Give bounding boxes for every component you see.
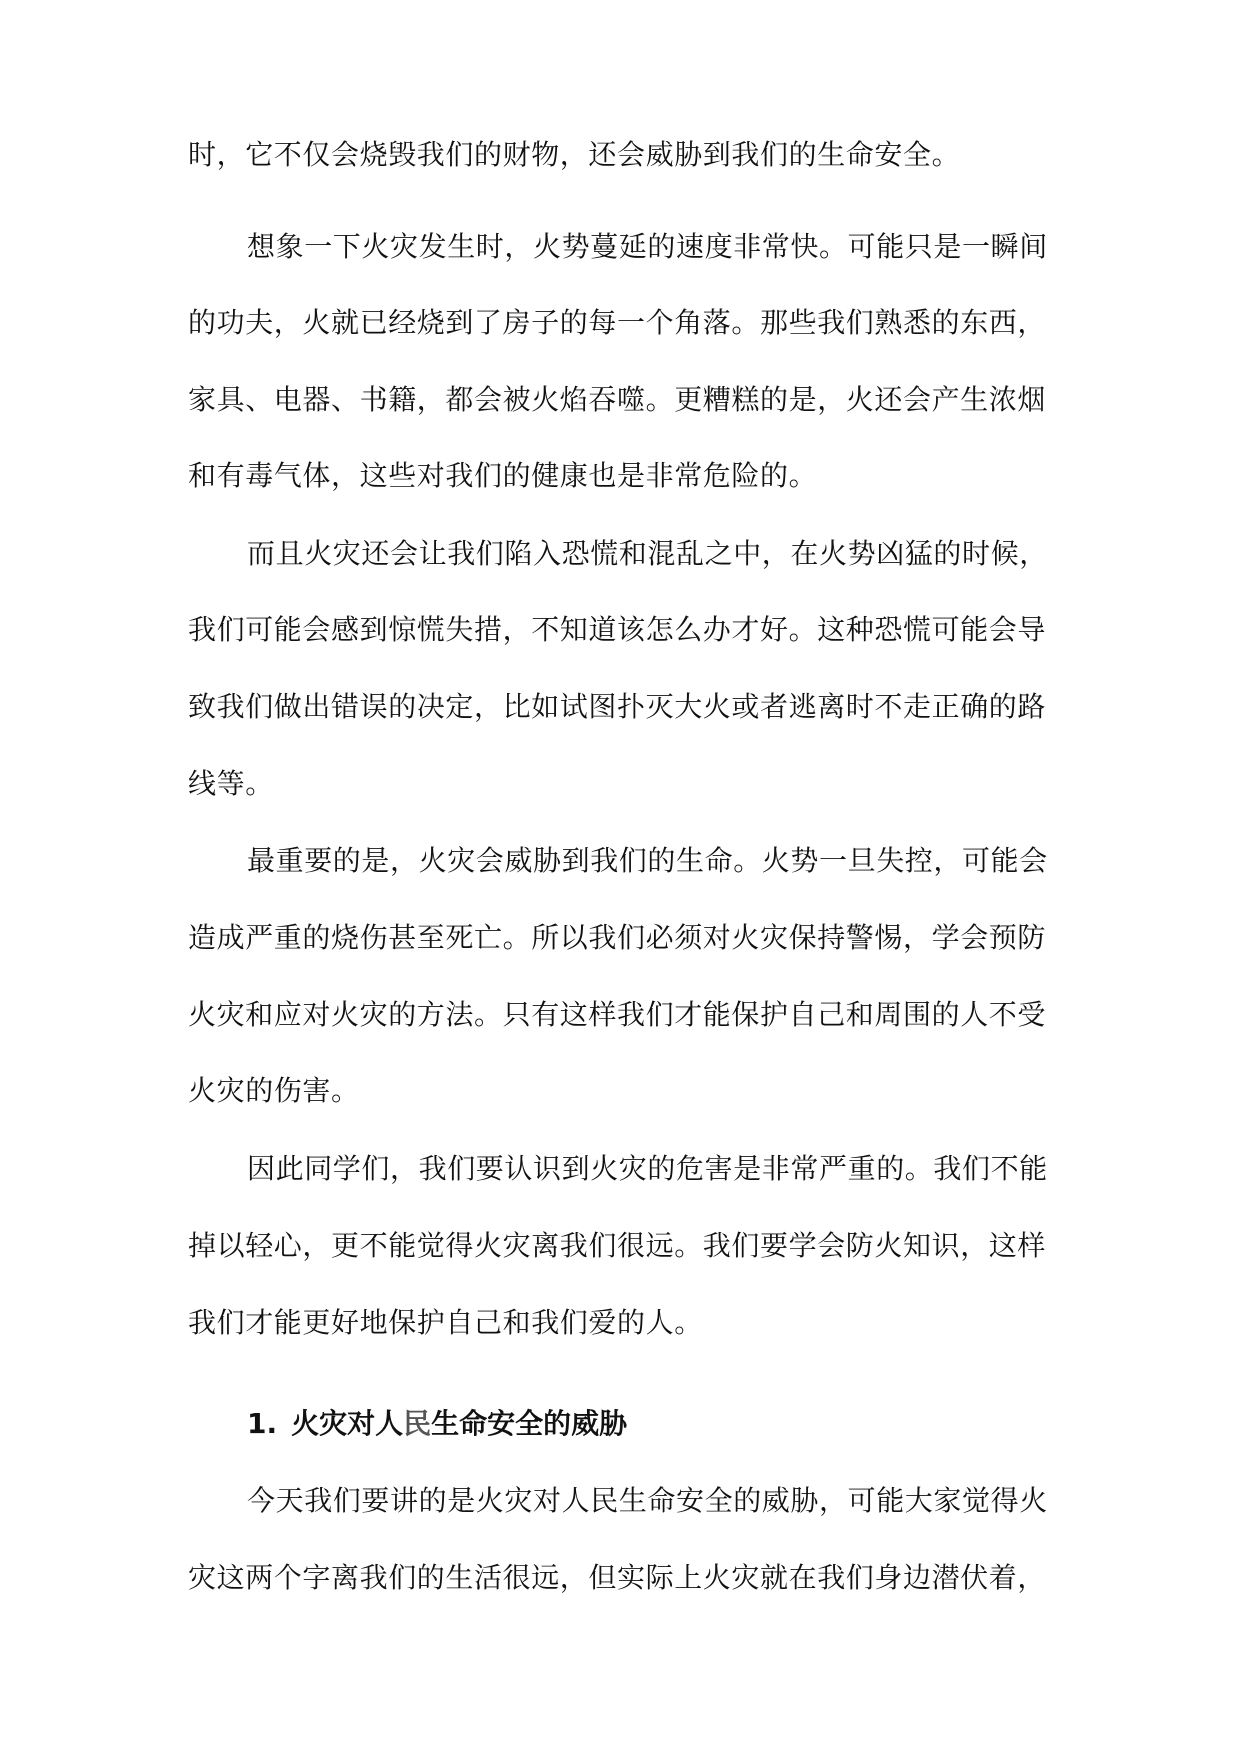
paragraph-line: 造成严重的烧伤甚至死亡。所以我们必须对火灾保持警惕，学会预防: [188, 921, 1047, 954]
paragraph-line: 线等。: [188, 767, 274, 800]
paragraph-line: 火灾的伤害。: [188, 1074, 360, 1107]
section-number: 1.: [247, 1407, 278, 1440]
paragraph-line: 时，它不仅会烧毁我们的财物，还会威胁到我们的生命安全。: [188, 138, 961, 171]
paragraph-line: 致我们做出错误的决定，比如试图扑灭大火或者逃离时不走正确的路: [188, 690, 1047, 723]
paragraph-line: 我们可能会感到惊慌失措，不知道该怎么办才好。这种恐慌可能会导: [188, 613, 1047, 646]
section-title-part: 生命安全的威胁: [431, 1407, 628, 1440]
section-title-part: 民: [403, 1407, 432, 1440]
paragraph-line: 而且火灾还会让我们陷入恐慌和混乱之中，在火势凶猛的时候，: [247, 537, 1048, 570]
paragraph-line: 我们才能更好地保护自己和我们爱的人。: [188, 1306, 703, 1339]
paragraph-line: 今天我们要讲的是火灾对人民生命安全的威胁，可能大家觉得火: [247, 1484, 1048, 1517]
paragraph-line: 的功夫，火就已经烧到了房子的每一个角落。那些我们熟悉的东西，: [188, 306, 1047, 339]
paragraph-line: 灾这两个字离我们的生活很远，但实际上火灾就在我们身边潜伏着，: [188, 1561, 1047, 1594]
paragraph-line: 因此同学们，我们要认识到火灾的危害是非常严重的。我们不能: [247, 1152, 1048, 1185]
paragraph-line: 掉以轻心，更不能觉得火灾离我们很远。我们要学会防火知识，这样: [188, 1229, 1047, 1262]
paragraph-line: 想象一下火灾发生时，火势蔓延的速度非常快。可能只是一瞬间: [247, 230, 1048, 263]
section-title-part: 火灾对人: [291, 1407, 404, 1440]
paragraph-line: 最重要的是，火灾会威胁到我们的生命。火势一旦失控，可能会: [247, 844, 1048, 877]
paragraph-line: 火灾和应对火灾的方法。只有这样我们才能保护自己和周围的人不受: [188, 998, 1047, 1031]
section-heading: [247, 1404, 627, 1444]
paragraph-line: 和有毒气体，这些对我们的健康也是非常危险的。: [188, 459, 818, 492]
paragraph-line: 家具、电器、书籍，都会被火焰吞噬。更糟糕的是，火还会产生浓烟: [188, 383, 1047, 416]
